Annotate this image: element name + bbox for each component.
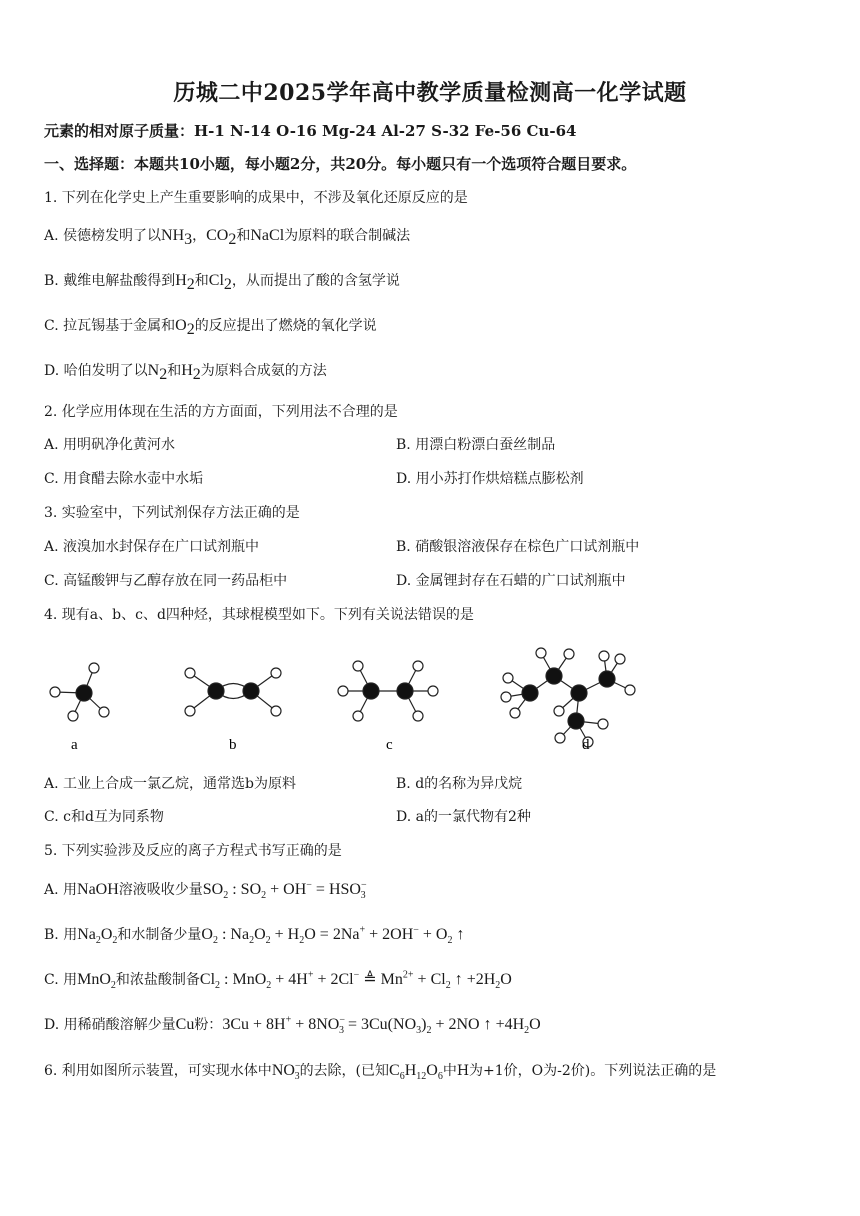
q4-stem: 4. 现有a、b、c、d四种烃，其球棍模型如下。下列有关说法错误的是 <box>44 607 474 623</box>
q2-stem: 2. 化学应用体现在生活的方方面面，下列用法不合理的是 <box>44 404 398 420</box>
q5-stem: 5. 下列实验涉及反应的离子方程式书写正确的是 <box>44 843 342 859</box>
q1-option-a: A. 侯德榜发明了以$NH_3$，$CO_2$和NaCl为原料的联合制碱法 <box>44 227 411 248</box>
q3-option-b: B. 硝酸银溶液保存在棕色广口试剂瓶中 <box>396 539 640 555</box>
q1-option-b: B. 戴维电解盐酸得到$H_2$和$Cl_2$，从而提出了酸的含氢学说 <box>44 272 400 293</box>
atomic-mass-line: 元素的相对原子质量：H-1 N-14 O-16 Mg-24 Al-27 S-32 Fe-56 Cu-64 <box>44 122 577 140</box>
q3-option-a: A. 液溴加水封保存在广口试剂瓶中 <box>44 539 260 555</box>
q5-option-d: D. 用稀硝酸溶解少量Cu粉：$3Cu + 8H^+ + 8NO^-_3 = 3Cu(NO_3)_2 + 2NO$ ↑ $+4H_2O$ <box>44 1014 541 1037</box>
q5-option-a: A. 用NaOH溶液吸收少量$SO_2$ : $SO_2 + OH^- = HSO^-_3$ <box>44 879 367 902</box>
q2-option-b: B. 用漂白粉漂白蚕丝制品 <box>396 437 556 453</box>
section1-heading: 一、选择题：本题共10小题，每小题2分，共20分。每小题只有一个选项符合题目要求。 <box>44 155 637 173</box>
q4-option-d: D. a的一氯代物有2种 <box>396 809 531 825</box>
q1-stem: 1. 下列在化学史上产生重要影响的成果中，不涉及氧化还原反应的是 <box>44 190 468 206</box>
q6-stem: 6. 利用如图所示装置，可实现水体中$NO^-_3$的去除，(已知$C_6H_{12}O_6$中H为+1价，O为-2价)。下列说法正确的是 <box>44 1060 717 1083</box>
q3-stem: 3. 实验室中，下列试剂保存方法正确的是 <box>44 505 300 521</box>
model-a <box>50 663 109 721</box>
model-c <box>338 661 438 721</box>
model-b <box>185 668 281 716</box>
model-b-label: b <box>229 737 237 753</box>
q2-option-c: C. 用食醋去除水壶中水垢 <box>44 471 204 487</box>
q2-option-d: D. 用小苏打作烘焙糕点膨松剂 <box>396 471 584 487</box>
q1-option-c: C. 拉瓦锡基于金属和$O_2$的反应提出了燃烧的氧化学说 <box>44 317 377 338</box>
q3-option-d: D. 金属锂封存在石蜡的广口试剂瓶中 <box>396 573 626 589</box>
model-c-label: c <box>386 737 393 753</box>
q4-option-a: A. 工业上合成一氯乙烷，通常选b为原料 <box>44 776 296 792</box>
model-d-label: d <box>582 737 590 753</box>
model-a-label: a <box>71 737 78 753</box>
q3-option-c: C. 高锰酸钾与乙醇存放在同一药品柜中 <box>44 573 288 589</box>
q5-option-b: B. 用$Na_2O_2$和水制备少量$O_2$ : $Na_2O_2 + H_2O = 2Na^+ + 2OH^- + O_2$ ↑ <box>44 924 465 947</box>
model-d <box>501 648 635 747</box>
q1-option-d: D. 哈伯发明了以$N_2$和$H_2$为原料合成氨的方法 <box>44 362 327 383</box>
q2-option-a: A. 用明矾净化黄河水 <box>44 437 176 453</box>
q4-option-c: C. c和d互为同系物 <box>44 809 164 825</box>
q4-option-b: B. d的名称为异戊烷 <box>396 776 523 792</box>
exam-title: 历城二中2025学年高中教学质量检测高一化学试题 <box>173 80 687 106</box>
q5-option-c: C. 用MnO$_2$和浓盐酸制备$Cl_2$ : MnO$_2$ + 4H+ + 2Cl− ≜ $Mn^{2+} + Cl_2$ ↑ $+2H_2O$ <box>44 969 512 992</box>
